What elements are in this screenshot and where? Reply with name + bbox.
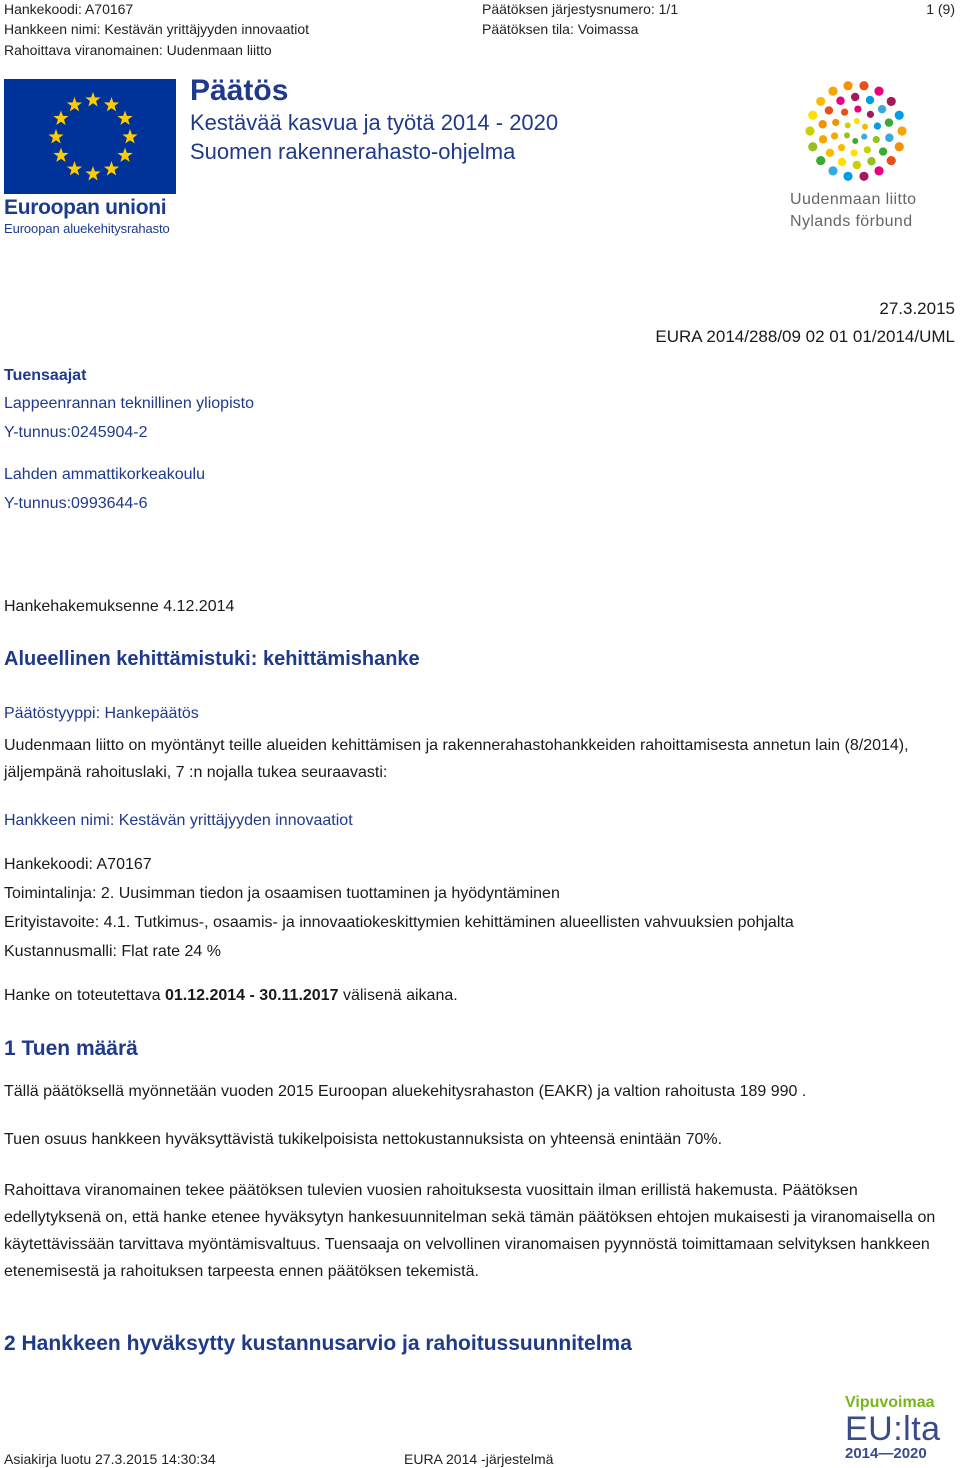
- uml-logo-dot-icon: [838, 144, 845, 151]
- uml-logo-dot-icon: [805, 126, 814, 135]
- uml-logo-dot-icon: [885, 134, 893, 142]
- header-page-number: 1 (9): [926, 1, 955, 17]
- uml-logo-dot-icon: [874, 122, 881, 129]
- vipuvoimaa-eu-logo: [845, 1394, 955, 1462]
- uml-logo-dot-icon: [887, 97, 896, 106]
- uml-logo-dot-icon: [844, 132, 850, 138]
- uml-logo-name-fi: Uudenmaan liitto: [790, 191, 917, 208]
- uml-logo-dot-icon: [853, 161, 861, 169]
- footer-created: Asiakirja luotu 27.3.2015 14:30:34: [4, 1451, 216, 1467]
- recipient-2-id: Y-tunnus:0993644-6: [4, 495, 148, 512]
- uml-logo-dot-icon: [866, 96, 874, 104]
- project-period-suffix: välisenä aikana.: [338, 987, 458, 1004]
- uml-logo-dot-icon: [885, 118, 893, 126]
- document-title: Päätös: [190, 74, 289, 107]
- uml-logo-dot-icon: [854, 105, 861, 112]
- recipients-heading: Tuensaajat: [4, 367, 87, 384]
- eu-star-icon: [104, 161, 119, 175]
- eu-star-icon: [85, 166, 100, 180]
- uml-logo-dot-icon: [836, 97, 844, 105]
- decision-heading: Alueellinen kehittämistuki: kehittämishanke: [4, 648, 420, 670]
- vipuvoimaa-logo-top: Vipuvoimaa: [845, 1394, 935, 1411]
- uml-logo-dot-icon: [867, 111, 874, 118]
- uml-logo-dot-icon: [873, 136, 880, 143]
- vipuvoimaa-logo-mid: EU:lta: [845, 1410, 941, 1448]
- footer-system: EURA 2014 -järjestelmä: [404, 1451, 554, 1467]
- header-project-name: Hankkeen nimi: Kestävän yrittäjyyden innovaatiot: [4, 21, 310, 37]
- recipient-1-id: Y-tunnus:0245904-2: [4, 424, 148, 441]
- eu-star-icon: [67, 161, 82, 175]
- project-name: Hankkeen nimi: Kestävän yrittäjyyden innovaatiot: [4, 812, 353, 829]
- decision-intro: Uudenmaan liitto on myöntänyt teille alueiden kehittämisen ja rakennerahastohankkeiden rahoittamisesta annetun lain (8/2014), jäljempänä rahoituslaki, 7 :n nojalla tukea seuraavasti:: [4, 737, 909, 781]
- section-1-paragraph-3: Rahoittava viranomainen tekee päätöksen tulevien vuosien rahoituksesta vuosittain ilman erillistä hakemusta. Päätöksen edellytyksenä on, että hanke etenee hyväksytyn hankesuunnitelman sekä tämän päätöksen ehtojen mukaisesti ja viranomaisella on käytettävissään tarvittava myöntämisvaltuus. Tuensaaja on velvollinen viranomaisen pyynnöstä toimittamaan selvityksen hankkeen etenemisestä ja rahoituksen tarpeesta ennen päätöksen tekemistä.: [4, 1182, 936, 1280]
- uml-logo-dot-icon: [843, 81, 852, 90]
- uml-logo-dot-icon: [878, 105, 886, 113]
- uml-logo-dot-icon: [897, 126, 906, 135]
- eu-star-icon: [122, 129, 137, 143]
- project-code: Hankekoodi: A70167: [4, 856, 152, 873]
- eu-star-icon: [85, 92, 100, 106]
- eu-star-icon: [117, 148, 132, 162]
- uml-logo-dot-icon: [808, 111, 817, 120]
- project-period: [4, 986, 458, 1006]
- project-period-dates: 01.12.2014 - 30.11.2017: [165, 987, 339, 1004]
- eu-stars-icon: [4, 79, 176, 194]
- uml-logo-dot-icon: [841, 109, 848, 116]
- uml-logo-dot-icon: [867, 157, 875, 165]
- project-action-line: Toimintalinja: 2. Uusimman tiedon ja osaamisen tuottaminen ja hyödyntäminen: [4, 885, 560, 902]
- uml-logo-dot-icon: [845, 122, 851, 128]
- uml-logo-dot-icon: [851, 93, 859, 101]
- uml-logo-dot-icon: [828, 87, 837, 96]
- eura-reference: EURA 2014/288/09 02 01 01/2014/UML: [655, 327, 955, 346]
- header-project-code: Hankekoodi: A70167: [4, 1, 134, 17]
- uml-logo-dot-icon: [826, 149, 834, 157]
- decision-type: Päätöstyyppi: Hankepäätös: [4, 705, 199, 722]
- uml-logo-dot-icon: [859, 172, 868, 181]
- uudenmaan-liitto-logo-icon: [800, 78, 912, 184]
- uml-logo-name-sv: Nylands förbund: [790, 213, 913, 230]
- section-1-paragraph-2: Tuen osuus hankkeen hyväksyttävistä tukikelpoisista nettokustannuksista on yhteensä enintään 70%.: [4, 1131, 723, 1148]
- uml-logo-dot-icon: [832, 119, 839, 126]
- recipient-2-name: Lahden ammattikorkeakoulu: [4, 466, 206, 483]
- header-funding-authority: Rahoittava viranomainen: Uudenmaan liitto: [4, 42, 272, 58]
- eu-star-icon: [53, 111, 68, 125]
- uml-logo-dot-icon: [831, 132, 838, 139]
- uml-logo-dot-icon: [852, 138, 858, 144]
- uml-logo-dot-icon: [859, 81, 868, 90]
- uml-logo-dot-icon: [843, 172, 852, 181]
- uml-logo-dot-icon: [861, 134, 867, 140]
- recipient-1-name: Lappeenrannan teknillinen yliopisto: [4, 395, 254, 412]
- eu-flag-logo: [4, 79, 176, 194]
- uml-logo-dot-icon: [854, 118, 860, 124]
- uml-logo-dot-icon: [825, 106, 833, 114]
- header-decision-number: Päätöksen järjestysnumero: 1/1: [482, 1, 679, 17]
- vipuvoimaa-logo-years: 2014—2020: [845, 1445, 927, 1462]
- uml-logo-dot-icon: [864, 146, 871, 153]
- eu-star-icon: [117, 111, 132, 125]
- section-1-heading: 1 Tuen määrä: [4, 1037, 138, 1060]
- eu-logo-fund: Euroopan aluekehitysrahasto: [4, 221, 170, 236]
- uml-logo-dot-icon: [887, 156, 896, 165]
- uml-logo-dot-icon: [808, 142, 817, 151]
- project-cost-model: Kustannusmalli: Flat rate 24 %: [4, 943, 221, 960]
- uml-logo-dot-icon: [838, 158, 846, 166]
- uml-logo-dot-icon: [828, 166, 837, 175]
- application-date: Hankehakemuksenne 4.12.2014: [4, 598, 235, 615]
- uml-logo-dot-icon: [816, 97, 825, 106]
- eu-logo-name: Euroopan unioni: [4, 196, 167, 219]
- uml-logo-dot-icon: [874, 166, 883, 175]
- eu-star-icon: [67, 97, 82, 111]
- section-1-paragraph-1: Tällä päätöksellä myönnetään vuoden 2015 Euroopan aluekehitysrahaston (EAKR) ja valtion rahoitusta 189 990 .: [4, 1083, 807, 1100]
- eu-star-icon: [104, 97, 119, 111]
- decision-date: 27.3.2015: [879, 299, 955, 318]
- uml-logo-dot-icon: [862, 124, 868, 130]
- uml-logo-dot-icon: [819, 135, 827, 143]
- uml-logo-dot-icon: [851, 149, 858, 156]
- project-specific-objective: Erityistavoite: 4.1. Tutkimus-, osaamis- ja innovaatiokeskittymien kehittäminen alueellisten vahvuuksien pohjalta: [4, 914, 794, 931]
- uml-logo-dot-icon: [874, 87, 883, 96]
- uml-logo-dot-icon: [816, 156, 825, 165]
- document-subtitle-fund: Suomen rakennerahasto-ohjelma: [190, 139, 516, 164]
- header-decision-status: Päätöksen tila: Voimassa: [482, 21, 639, 37]
- uml-logo-dot-icon: [895, 111, 904, 120]
- uml-logo-dot-icon: [879, 147, 887, 155]
- document-subtitle-program: Kestävää kasvua ja työtä 2014 - 2020: [190, 110, 559, 135]
- section-2-heading: 2 Hankkeen hyväksytty kustannusarvio ja rahoitussuunnitelma: [4, 1332, 632, 1355]
- eu-star-icon: [53, 148, 68, 162]
- project-period-prefix: Hanke on toteutettava: [4, 987, 165, 1004]
- uml-logo-dot-icon: [895, 142, 904, 151]
- eu-star-icon: [48, 129, 63, 143]
- uml-logo-dot-icon: [818, 120, 826, 128]
